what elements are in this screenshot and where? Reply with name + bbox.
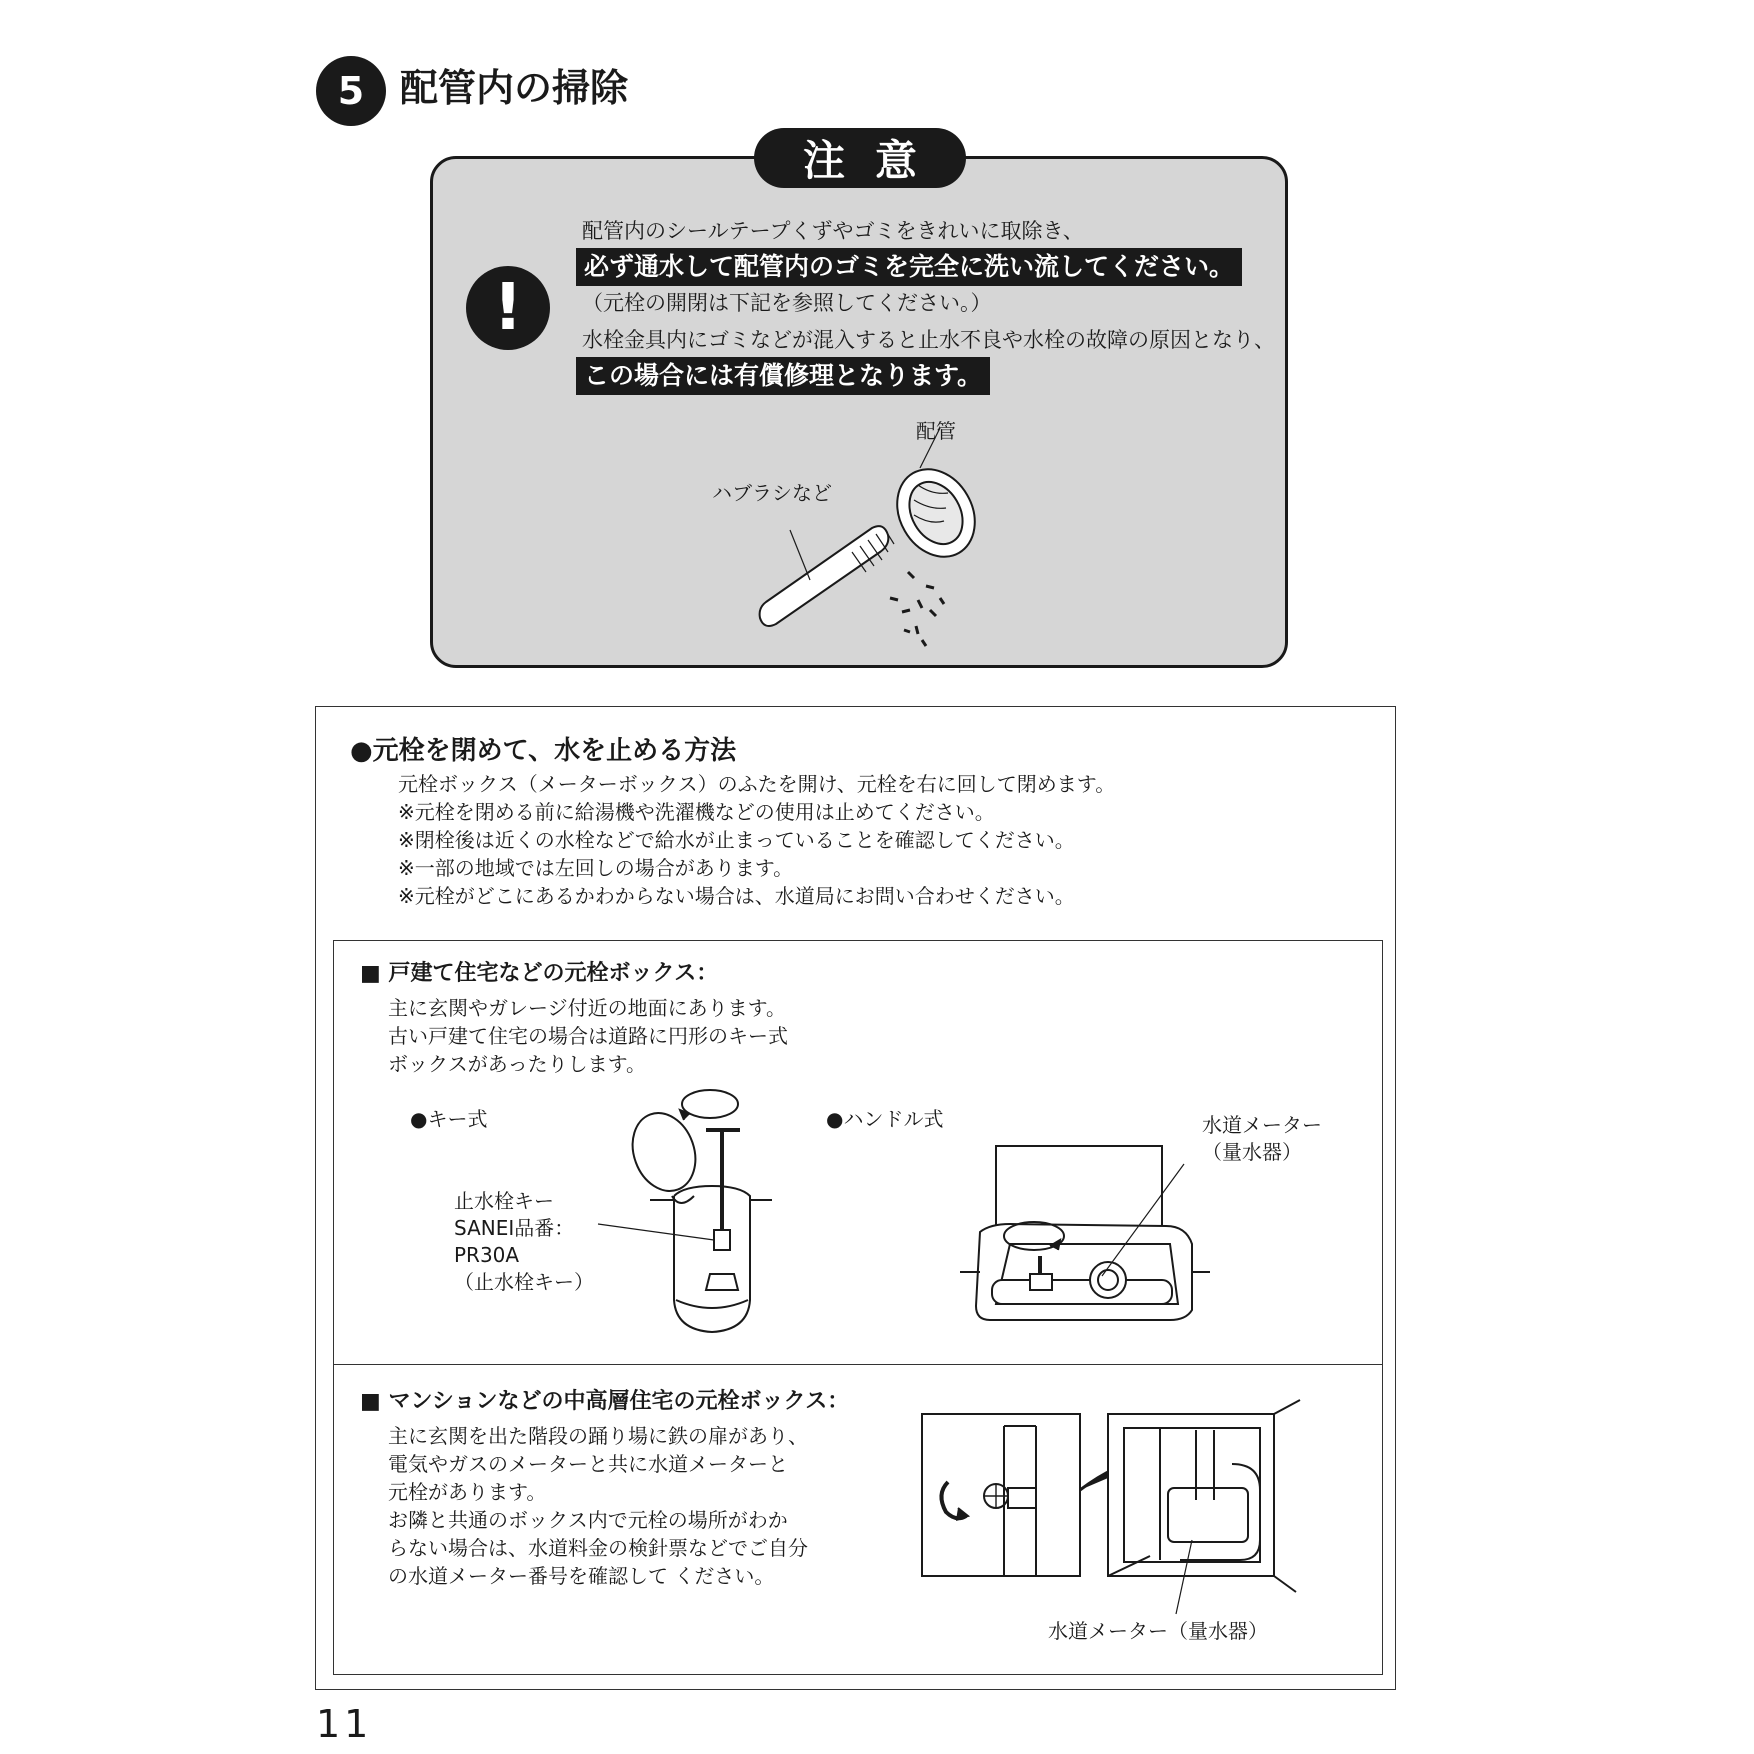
key-label-1: 止水栓キー (454, 1189, 554, 1213)
caution-highlight-1: 必ず通水して配管内のゴミを完全に洗い流してください。 (576, 248, 1242, 286)
caution-line-1: 配管内のシールテープくずやゴミをきれいに取除き、 (582, 219, 1084, 243)
house-line-2: 古い戸建て住宅の場合は道路に円形のキー式 (388, 1024, 788, 1048)
exclamation-icon: ! (466, 266, 550, 350)
key-label-2: SANEI品番： (454, 1216, 575, 1240)
mansion-line-4: お隣と共通のボックス内で元栓の場所がわか (388, 1508, 788, 1532)
handle-type-label: ●ハンドル式 (826, 1107, 944, 1131)
step-number-badge: 5 (316, 56, 386, 126)
house-heading: ■ 戸建て住宅などの元栓ボックス： (360, 961, 719, 986)
brush-label: ハブラシなど (712, 481, 832, 505)
main-valve-heading: ●元栓を閉めて、水を止める方法 (350, 736, 737, 766)
main-valve-line-4: ※一部の地域では左回しの場合があります。 (398, 856, 794, 880)
house-line-3: ボックスがあったりします。 (388, 1052, 646, 1076)
caution-highlight-2: この場合には有償修理となります。 (576, 357, 990, 395)
mansion-heading: ■ マンションなどの中高層住宅の元栓ボックス： (360, 1389, 850, 1414)
meter-label-2: （量水器） (1202, 1140, 1302, 1164)
key-type-label: ●キー式 (410, 1107, 488, 1131)
key-label-3: PR30A (454, 1243, 520, 1267)
caution-label: 注意 (754, 128, 966, 188)
main-valve-line-5: ※元栓がどこにあるかわからない場合は、水道局にお問い合わせください。 (398, 884, 1075, 908)
mansion-meter-label: 水道メーター（量水器） (1048, 1619, 1268, 1643)
mansion-line-2: 電気やガスのメーターと共に水道メーターと (388, 1452, 788, 1476)
section-title: 配管内の掃除 (400, 66, 629, 110)
caution-line-3: 水栓金具内にゴミなどが混入すると止水不良や水栓の故障の原因となり、 (582, 328, 1275, 352)
pipe-label: 配管 (916, 419, 956, 443)
house-line-1: 主に玄関やガレージ付近の地面にあります。 (388, 996, 786, 1020)
caution-line-2: （元栓の開閉は下記を参照してください。） (582, 291, 992, 315)
main-valve-line-1: 元栓ボックス（メーターボックス）のふたを開け、元栓を右に回して閉めます。 (398, 772, 1116, 796)
mansion-line-6: の水道メーター番号を確認して ください。 (388, 1564, 775, 1588)
main-valve-line-3: ※閉栓後は近くの水栓などで給水が止まっていることを確認してください。 (398, 828, 1075, 852)
key-label-4: （止水栓キー） (454, 1270, 594, 1294)
mansion-line-5: らない場合は、水道料金の検針票などでご自分 (388, 1536, 808, 1560)
page-number: 11 (316, 1702, 373, 1746)
meter-label-1: 水道メーター (1202, 1113, 1322, 1137)
mansion-line-1: 主に玄関を出た階段の踊り場に鉄の扉があり、 (388, 1424, 808, 1448)
main-valve-line-2: ※元栓を閉める前に給湯機や洗濯機などの使用は止めてください。 (398, 800, 995, 824)
mansion-line-3: 元栓があります。 (388, 1480, 547, 1504)
